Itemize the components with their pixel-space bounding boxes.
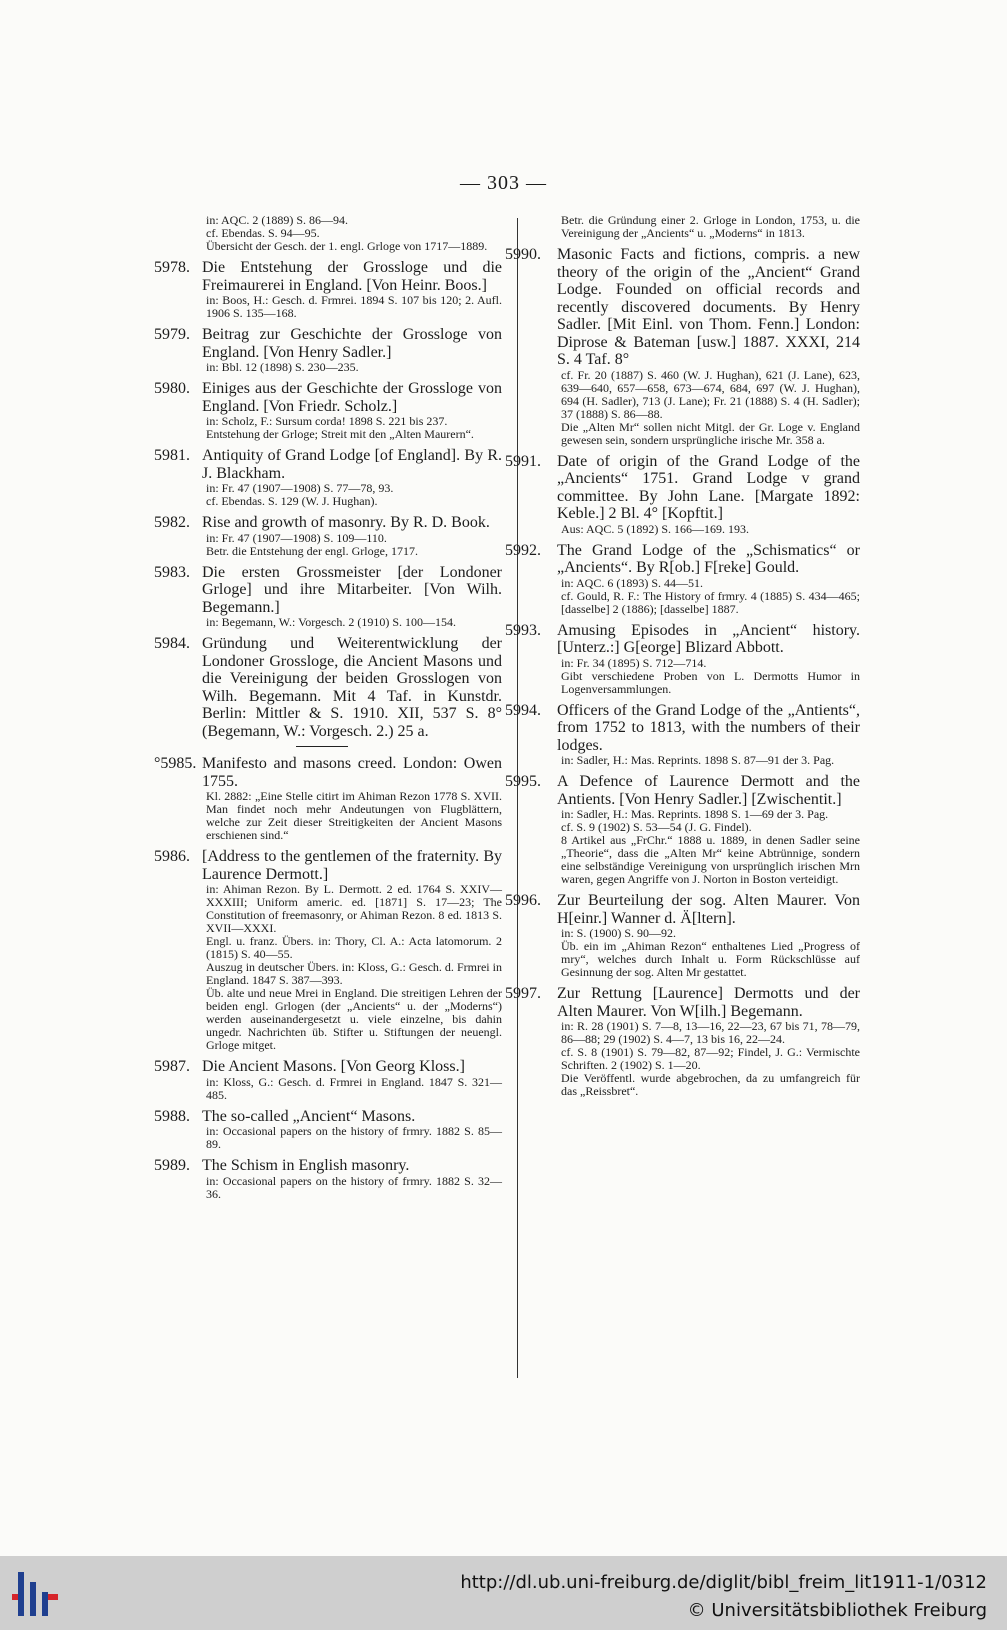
left-column <box>150 214 502 1207</box>
entry-title: Manifesto and masons creed. London: Owen 1755. <box>202 755 502 790</box>
bib-entry <box>150 755 502 842</box>
entry-number: 5987. <box>154 1058 190 1075</box>
entry-title: Einiges aus der Geschichte der Grossloge von England. [Von Friedr. Scholz.] <box>202 380 502 415</box>
entry-note: Auszug in deutscher Übers. in: Kloss, G.: Gesch. d. Frmrei in England. 1847 S. 387—393. <box>206 960 502 987</box>
entry-title: Gründung und Weiterentwicklung der Londoner Grossloge, die Ancient Masons und die Vereinigung der beiden Grosslogen von Wilh. Begemann. Mit 4 Taf. in Kunstdr. Berlin: Mittler & S. 1910. XII, 537 S. 8° (Begemann, W.: Vorgesch. 2.) 25 a. <box>202 635 502 740</box>
entry-note: cf. Gould, R. F.: The History of frmry. 4 (1885) S. 434—465; [dasselbe] 2 (1886); [dasselbe] 1887. <box>561 588 860 616</box>
entry-note: in: Bbl. 12 (1898) S. 230—235. <box>206 360 359 374</box>
entry-title: Zur Rettung [Laurence] Dermotts und der Alten Maurer. Von W[ilh.] Begemann. <box>557 985 860 1020</box>
bib-entry <box>505 542 860 616</box>
entry-title: Die Entstehung der Grossloge und die Freimaurerei in England. [Von Heinr. Boos.] <box>202 259 502 294</box>
entry-note: in: S. (1900) S. 90—92. <box>561 926 677 940</box>
entry-note: 8 Artikel aus „FrChr.“ 1888 u. 1889, in denen Sadler seine „Theorie“, dass die „Alten Mr“ keine Abtrünnige, sondern eine selbständige Vereinigung von ursprünglich irischen Mrn waren, gegen Angriffe von J. Norton in Boston verteidigt. <box>561 833 860 886</box>
entry-title: The Grand Lodge of the „Schismatics“ or „Ancients“. By R[ob.] F[reke] Gould. <box>557 541 860 576</box>
entry-number: 5984. <box>154 635 190 652</box>
entry-title: Die ersten Grossmeister [der Londoner Grloge] und ihre Mitarbeiter. [Von Wilh. Begemann.] <box>202 563 502 616</box>
entry-number: 5992. <box>505 541 541 559</box>
entry-number: 5997. <box>505 985 541 1002</box>
entry-title: The Schism in English masonry. <box>202 1157 410 1174</box>
entry-note: cf. Ebendas. S. 129 (W. J. Hughan). <box>206 494 378 508</box>
entry-number: 5981. <box>154 447 190 464</box>
entry-title: Date of origin of the Grand Lodge of the „Ancients“ 1751. Grand Lodge v grand committee. By John Lane. [Margate 1892: Keble.] 2 Bl. 4° [Kopftit.] <box>557 452 860 522</box>
entry-note: in: AQC. 6 (1893) S. 44—51. <box>561 575 704 590</box>
entry-title: Amusing Episodes in „Ancient“ history. [Unterz.:] G[eorge] Blizard Abbott. <box>557 621 860 656</box>
entry-title: [Address to the gentlemen of the fraternity. By Laurence Dermott.] <box>202 848 502 883</box>
entry-note: cf. Fr. 20 (1887) S. 460 (W. J. Hughan), 621 (J. Lane), 623, 639—640, 657—658, 673—674, 684, 697 (W. J. Hughan), 694 (H. Sadler), 713 (J. Lane); Fr. 21 (1888) S. 4 (H. Sadler); 37 (1888) S. 86—88. <box>561 367 860 421</box>
page-number: — 303 — <box>460 172 547 194</box>
viewer-footer <box>0 1556 1007 1630</box>
bib-entry <box>150 1157 502 1201</box>
bib-entry <box>150 1058 502 1102</box>
entry-note: Die Veröffentl. wurde abgebrochen, da zu umfangreich für das „Reissbret“. <box>561 1071 860 1098</box>
bib-entry <box>150 380 502 441</box>
bib-entry <box>150 259 502 320</box>
copyright-text: © Universitätsbibliothek Freiburg <box>687 1600 987 1621</box>
entry-title: Beitrag zur Geschichte der Grossloge von England. [Von Henry Sadler.] <box>202 326 502 361</box>
entry-note: in: R. 28 (1901) S. 7—8, 13—16, 22—23, 67 bis 71, 78—79, 86—88; 29 (1902) S. 4—7, 13 bis 16, 22—24. <box>561 1019 860 1046</box>
entry-number: 5983. <box>154 563 190 581</box>
right-column <box>505 214 860 1104</box>
entry-title: Officers of the Grand Lodge of the „Antients“, from 1752 to 1813, with the numbers of their lodges. <box>557 701 860 754</box>
entry-title: Rise and growth of masonry. By R. D. Book. <box>202 514 490 531</box>
bib-entry <box>505 985 860 1098</box>
entry-title: A Defence of Laurence Dermott and the Antients. [Von Henry Sadler.] [Zwischentit.] <box>557 773 860 808</box>
entry-note: Üb. ein im „Ahiman Rezon“ enthaltenes Lied „Progress of mry“, welches durch Inhalt u. Form Rückschlüsse auf Gesinnung der sog. Alten Mr gestattet. <box>561 939 860 979</box>
entry-note: in: Kloss, G.: Gesch. d. Frmrei in England. 1847 S. 321—485. <box>206 1074 502 1102</box>
entry-note: in: Fr. 47 (1907—1908) S. 109—110. <box>206 530 387 545</box>
bib-entry <box>505 246 860 447</box>
entry-number: 5994. <box>505 701 541 719</box>
entry-note: Betr. die Gründung einer 2. Grloge in London, 1753, u. die Vereinigung der „Ancients“ u. „Moderns“ in 1813. <box>561 213 860 240</box>
bib-entry <box>150 447 502 508</box>
entry-number: 5990. <box>505 246 541 263</box>
entry-note: in: Occasional papers on the history of frmry. 1882 S. 85—89. <box>206 1124 502 1151</box>
entry-title: Zur Beurteilung der sog. Alten Maurer. Von H[einr.] Wanner d. Ä[ltern]. <box>557 892 860 927</box>
entry-note: Übersicht der Gesch. der 1. engl. Grloge von 1717—1889. <box>206 239 488 253</box>
entry-number: °5985. <box>154 755 197 772</box>
entry-title: Antiquity of Grand Lodge [of England]. By R. J. Blackham. <box>202 447 502 482</box>
entry-title: Die Ancient Masons. [Von Georg Kloss.] <box>202 1058 465 1075</box>
section-divider <box>296 746 348 747</box>
entry-note: Aus: AQC. 5 (1892) S. 166—169. 193. <box>561 521 750 536</box>
bib-entry <box>505 702 860 768</box>
entry-number: 5993. <box>505 621 541 639</box>
entry-note: in: Begemann, W.: Vorgesch. 2 (1910) S. 100—154. <box>206 615 456 629</box>
entry-note: cf. S. 9 (1902) S. 53—54 (J. G. Findel). <box>561 820 752 834</box>
bib-entry <box>505 453 860 536</box>
bib-entry <box>150 635 502 740</box>
document-url-link[interactable]: http://dl.ub.uni-freiburg.de/diglit/bibl_freim_lit1911-1/0312 <box>460 1572 987 1593</box>
ub-freiburg-logo-icon <box>12 1566 62 1622</box>
bib-entry <box>150 564 502 630</box>
entry-note: in: Sadler, H.: Mas. Reprints. 1898 S. 1—69 der 3. Pag. <box>561 807 829 821</box>
entry-note: in: Ahiman Rezon. By L. Dermott. 2 ed. 1764 S. XXIV—XXXIII; Uniform americ. ed. [1871] S. 17—23; The Constitution of freemasonry, or Ahiman Rezon. 8 ed. 1813 S. XVII—XXXI. <box>206 882 502 935</box>
entry-note: in: AQC. 2 (1889) S. 86—94. <box>206 213 349 227</box>
entry-title: Masonic Facts and fictions, compris. a new theory of the origin of the „Ancient“ Grand Lodge. Founded on official records and recently discovered documents. By Henry Sadler. [Mit Einl. von Thom. Fenn.] London: Diprose & Bateman [usw.] 1887. XXXI, 214 S. 4 Taf. 8° <box>557 246 860 368</box>
entry-number: 5982. <box>154 514 190 531</box>
entry-note: Üb. alte und neue Mrei in England. Die streitigen Lehren der beiden engl. Grlogen (der „Ancients“ u. der „Moderns“) werden auseinandergesetzt u. viele einzelne, bis dahin ungedr. Nachrichten üb. Stifter u. Stiftungen der neuengl. Grloge mitget. <box>206 986 502 1052</box>
entry-note: cf. Ebendas. S. 94—95. <box>206 226 320 240</box>
entry-number: 5995. <box>505 773 541 790</box>
entry-note: Betr. die Entstehung der engl. Grloge, 1717. <box>206 543 418 558</box>
bib-entry <box>505 892 860 979</box>
entry-number: 5979. <box>154 326 190 343</box>
entry-number: 5989. <box>154 1157 190 1174</box>
entry-note: Gibt verschiedene Proben von L. Dermotts Humor in Logenversammlungen. <box>561 668 860 696</box>
entry-note: Kl. 2882: „Eine Stelle citirt im Ahiman Rezon 1778 S. XVII. Man findet noch mehr Andeutungen von Flugblättern, welche zur Zeit dieser Streitigkeiten der Ancient Masons erschienen sind.“ <box>206 789 502 842</box>
entry-number: 5980. <box>154 380 190 397</box>
bib-entry <box>150 326 502 374</box>
bib-entry <box>150 1108 502 1152</box>
entry-number: 5991. <box>505 452 541 470</box>
entry-note: in: Boos, H.: Gesch. d. Frmrei. 1894 S. 107 bis 120; 2. Aufl. 1906 S. 135—168. <box>206 293 502 320</box>
entry-number: 5996. <box>505 892 541 909</box>
bib-entry <box>150 848 502 1052</box>
entry-note: Entstehung der Grloge; Streit mit den „Alten Maurern“. <box>206 427 474 441</box>
bib-entry <box>150 514 502 558</box>
entry-note: Die „Alten Mr“ sollen nicht Mitgl. der Gr. Loge v. England gewesen sein, sondern ursprüngliche irische Mr. 358 a. <box>561 419 860 447</box>
entry-title: The so-called „Ancient“ Masons. <box>202 1107 416 1125</box>
entry-number: 5978. <box>154 259 190 276</box>
entry-number: 5988. <box>154 1107 190 1125</box>
entry-note: in: Sadler, H.: Mas. Reprints. 1898 S. 87—91 der 3. Pag. <box>561 753 835 767</box>
bib-entry <box>505 622 860 696</box>
entry-note: cf. S. 8 (1901) S. 79—82, 87—92; Findel, J. G.: Vermischte Schriften. 2 (1902) S. 1—20. <box>561 1045 860 1072</box>
entry-number: 5986. <box>154 848 190 865</box>
bib-entry <box>150 214 502 253</box>
bib-entry <box>505 773 860 886</box>
entry-note: Engl. u. franz. Übers. in: Thory, Cl. A.: Acta latomorum. 2 (1815) S. 40—55. <box>206 934 502 961</box>
bib-entry <box>505 214 860 240</box>
entry-note: in: Fr. 34 (1895) S. 712—714. <box>561 655 707 670</box>
entry-note: in: Occasional papers on the history of frmry. 1882 S. 32—36. <box>206 1173 502 1201</box>
entry-note: in: Fr. 47 (1907—1908) S. 77—78, 93. <box>206 481 394 495</box>
entry-note: in: Scholz, F.: Sursum corda! 1898 S. 221 bis 237. <box>206 414 448 428</box>
